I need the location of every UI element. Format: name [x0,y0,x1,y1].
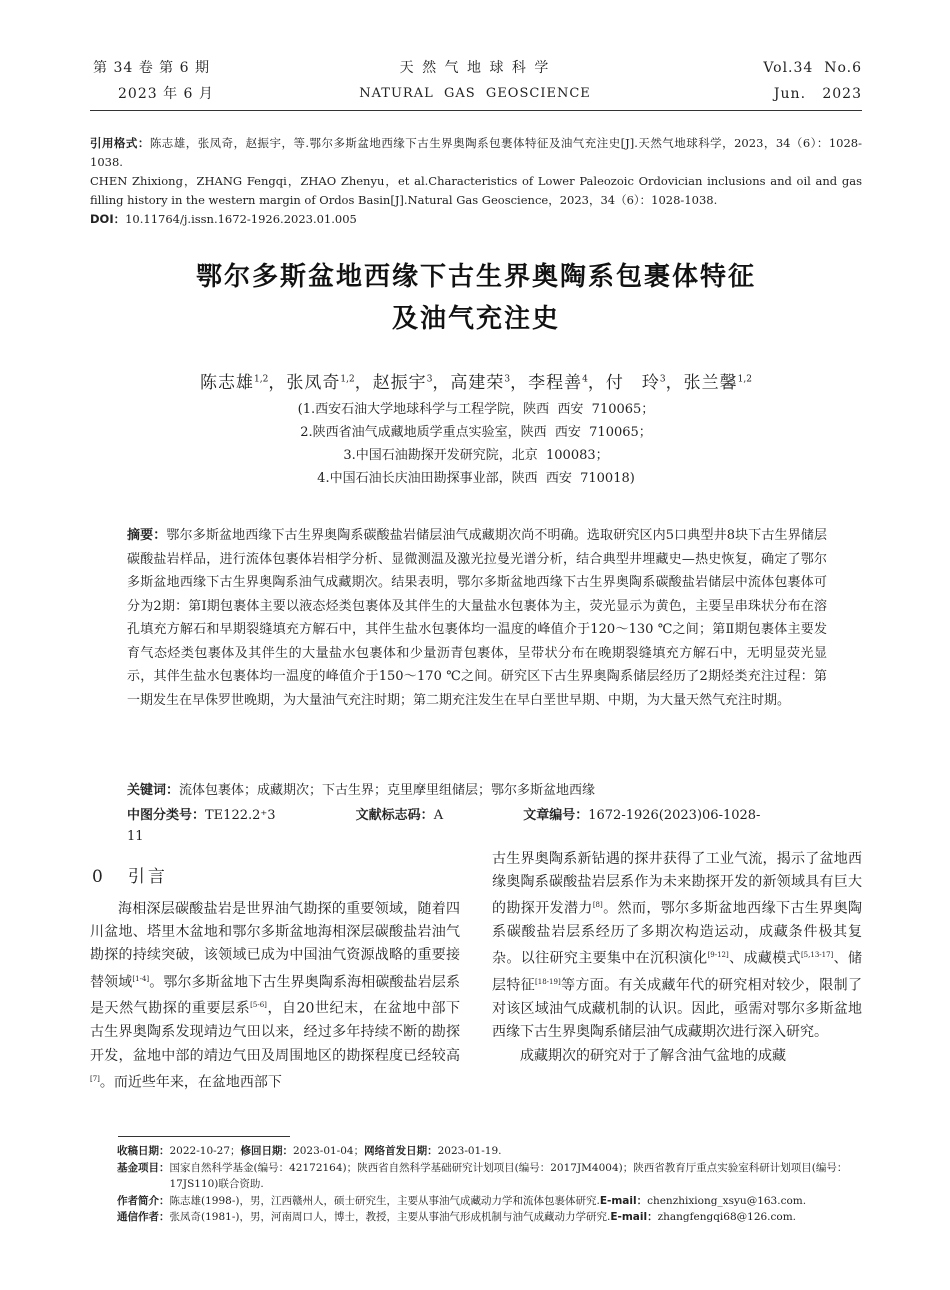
citation-ref[interactable]: [5-6] [250,1001,267,1010]
citation-ref[interactable]: [18-19] [535,978,561,987]
author-email[interactable]: chenzhixiong_xsyu@163.com. [647,1194,807,1207]
author-6: 付 玲$^3$ [605,373,666,393]
paragraph-continued: 古生界奥陶系新钻遇的探井获得了工业气流，揭示了盆地西缘奥陶系碳酸盐岩层系作为未来勘探开发的新领域具有巨大的勘探开发潜力[8]。然而，鄂尔多斯盆地西缘下古生界奥陶系碳酸盐岩层系经历了多期次构造运动，成藏条件极其复杂。以往研究主要集中在沉积演化[9-12]、成藏模式[5,13-17]、储层特征[18-19]等方面。有关成藏年代的研究相对较少，限制了对该区域油气成藏机制的认识。因此，亟需对鄂尔多斯盆地西缘下古生界奥陶系储层油气成藏期次进行深入研究。 [492,851,863,1041]
article-number: 文章编号：1672-1926(2023)06-1028-11 [127,808,761,844]
section-heading [92,862,168,887]
citation-cn [90,134,862,172]
citation-block [90,134,862,229]
author-3: 赵振宇$^3$ [372,373,433,393]
citation-ref[interactable]: [5,13-17] [800,951,834,960]
citation-cn-label: 引用格式： [90,136,150,150]
citation-doi [90,210,862,229]
citation-ref[interactable]: [9-12] [707,951,729,960]
section-title: 引言 [127,867,168,887]
abstract-label: 摘要： [127,528,167,543]
author-bio-line: 作者简介：陈志雄(1998-)，男，江西赣州人，硕士研究生，主要从事油气成藏动力学和流体包裹体研究.E-mail：chenzhixiong_xsyu@163.com. [117,1194,807,1207]
author-4: 高建荣$^3$ [450,373,511,393]
corresponding-author-line: 通信作者：张凤奇(1981-)，男，河南周口人，博士，教授，主要从事油气形成机制与油气成藏动力学研究.E-mail：zhangfengqi68@126.com. [117,1211,797,1223]
header-vol-en: Vol.34 No.6 [763,60,862,76]
author-2: 张凤奇$^{1,2}$ [286,373,355,393]
author-list: 陈志雄$^{1,2}$，张凤奇$^{1,2}$，赵振宇$^3$，高建荣$^3$，李程善$^4$，付 玲$^3$，张兰馨$^{1,2}$ [200,373,752,393]
article-title [90,256,862,340]
affiliation-4: 4.中国石油长庆油田勘探事业部，陕西 西安 710018) [317,471,635,486]
footnote-divider [118,1136,290,1137]
document-code: 文献标志码：A [355,808,444,823]
footnotes [117,1143,862,1226]
abstract-text: 鄂尔多斯盆地西缘下古生界奥陶系碳酸盐岩储层油气成藏期次尚不明确。选取研究区内5口典型井8块下古生界储层碳酸盐岩样品，进行流体包裹体岩相学分析、显微测温及激光拉曼光谱分析，结合典型井埋藏史—热史恢复，确定了鄂尔多斯盆地西缘下古生界奥陶系油气成藏期次。结果表明，鄂尔多斯盆地西缘下古生界奥陶系碳酸盐岩储层中流体包裹体可分为2期：第Ⅰ期包裹体主要以液态烃类包裹体及其伴生的大量盐水包裹体为主，荧光显示为黄色，主要呈串珠状分布在溶孔填充方解石和早期裂缝填充方解石中，其伴生盐水包裹体均一温度的峰值介于120～130 ℃之间；第Ⅱ期包裹体主要发育气态烃类包裹体及其伴生的大量盐水包裹体和少量沥青包裹体，呈带状分布在晚期裂缝填充方解石中，无明显荧光显示，其伴生盐水包裹体均一温度的峰值介于150～170 ℃之间。研究区下古生界奥陶系储层经历了2期烃类充注过程：第一期发生在早侏罗世晚期，为大量油气充注时期；第二期充注发生在早白垩世早期、中期，为大量天然气充注时期。 [127,528,827,708]
citation-ref[interactable]: [7] [90,1074,100,1083]
title-line-2: 及油气充注史 [391,304,560,334]
header-date-en: Jun. 2023 [773,86,862,102]
author-7: 张兰馨$^{1,2}$ [683,373,752,393]
header-divider [90,110,862,111]
header-date: 2023 年 6 月 [118,86,214,102]
keywords-label: 关键词： [127,783,180,798]
corresponding-email[interactable]: zhangfengqi68@126.com. [657,1211,797,1223]
keywords-text: 流体包裹体；成藏期次；下古生界；克里摩里组储层；鄂尔多斯盆地西缘 [179,783,596,798]
header-volume: 第 34 卷 第 6 期 [93,60,210,76]
author-5: 李程善$^4$ [528,373,588,393]
abstract [127,524,827,712]
paragraph: 海相深层碳酸盐岩是世界油气勘探的重要领域，随着四川盆地、塔里木盆地和鄂尔多斯盆地海相深层碳酸盐岩油气勘探的持续突破，该领域已成为中国油气资源战略的重要接替领域[1-4]。鄂尔多斯盆地下古生界奥陶系海相碳酸盐岩层系是天然气勘探的重要层系[5-6]，自20世纪末，在盆地中部下古生界奥陶系发现靖边气田以来，经过多年持续不断的勘探开发，盆地中部的靖边气田及周围地区的勘探程度已经较高[7]。而近些年来，在盆地西部下 [90,901,461,1091]
affiliation-2: 2.陕西省油气成藏地质学重点实验室，陕西 西安 710065； [300,425,652,440]
keywords [127,780,827,801]
title-line-1: 鄂尔多斯盆地西缘下古生界奥陶系包裹体特征 [195,262,756,292]
journal-name-en: NATURAL GAS GEOSCIENCE [359,86,591,101]
body-left-column [90,898,460,1095]
citation-ref[interactable]: [1-4] [132,974,150,983]
dates-line: 收稿日期：2022-10-27；修回日期：2023-01-04；网络首发日期：2023-01-19. [117,1145,502,1157]
paragraph: 成藏期次的研究对于了解含油气盆地的成藏 [520,1047,786,1064]
affiliation-1: (1.西安石油大学地球科学与工程学院，陕西 西安 710065； [297,402,655,417]
clc-number: 中图分类号：TE122.2⁺3 [127,808,276,823]
doi-value[interactable]: 10.11764/j.issn.1672-1926.2023.01.005 [125,212,357,226]
affiliation-3: 3.中国石油勘探开发研究院，北京 100083； [343,448,609,463]
funding-line: 基金项目： 国家自然科学基金(编号：42172164)；陕西省自然科学基础研究计划项目(编号：2017JM4004)；陕西省教育厅重点实验室科研计划项目(编号：17JS110)联合资助. [117,1161,848,1190]
citation-en: CHEN Zhixiong，ZHANG Fengqi，ZHAO Zhenyu，et al.Characteristics of Lower Paleozoic Ordovician inclusions and oil and gas filling history in the western margin of Ordos Basin[J].Natural Gas Geoscience，2023，34（6）：1028-1038. [90,174,862,207]
section-number: 0 [92,867,106,887]
affiliations [90,398,862,490]
body-right-column [492,848,862,1068]
journal-name-cn: 天 然 气 地 球 科 学 [399,60,551,76]
doi-label: DOI： [90,212,126,226]
classification-line [127,805,827,847]
citation-cn-text: 陈志雄，张凤奇，赵振宇，等.鄂尔多斯盆地西缘下古生界奥陶系包裹体特征及油气充注史[J].天然气地球科学，2023，34（6）：1028-1038. [90,136,863,169]
author-1: 陈志雄$^{1,2}$ [200,373,269,393]
citation-ref[interactable]: [8] [592,901,603,910]
